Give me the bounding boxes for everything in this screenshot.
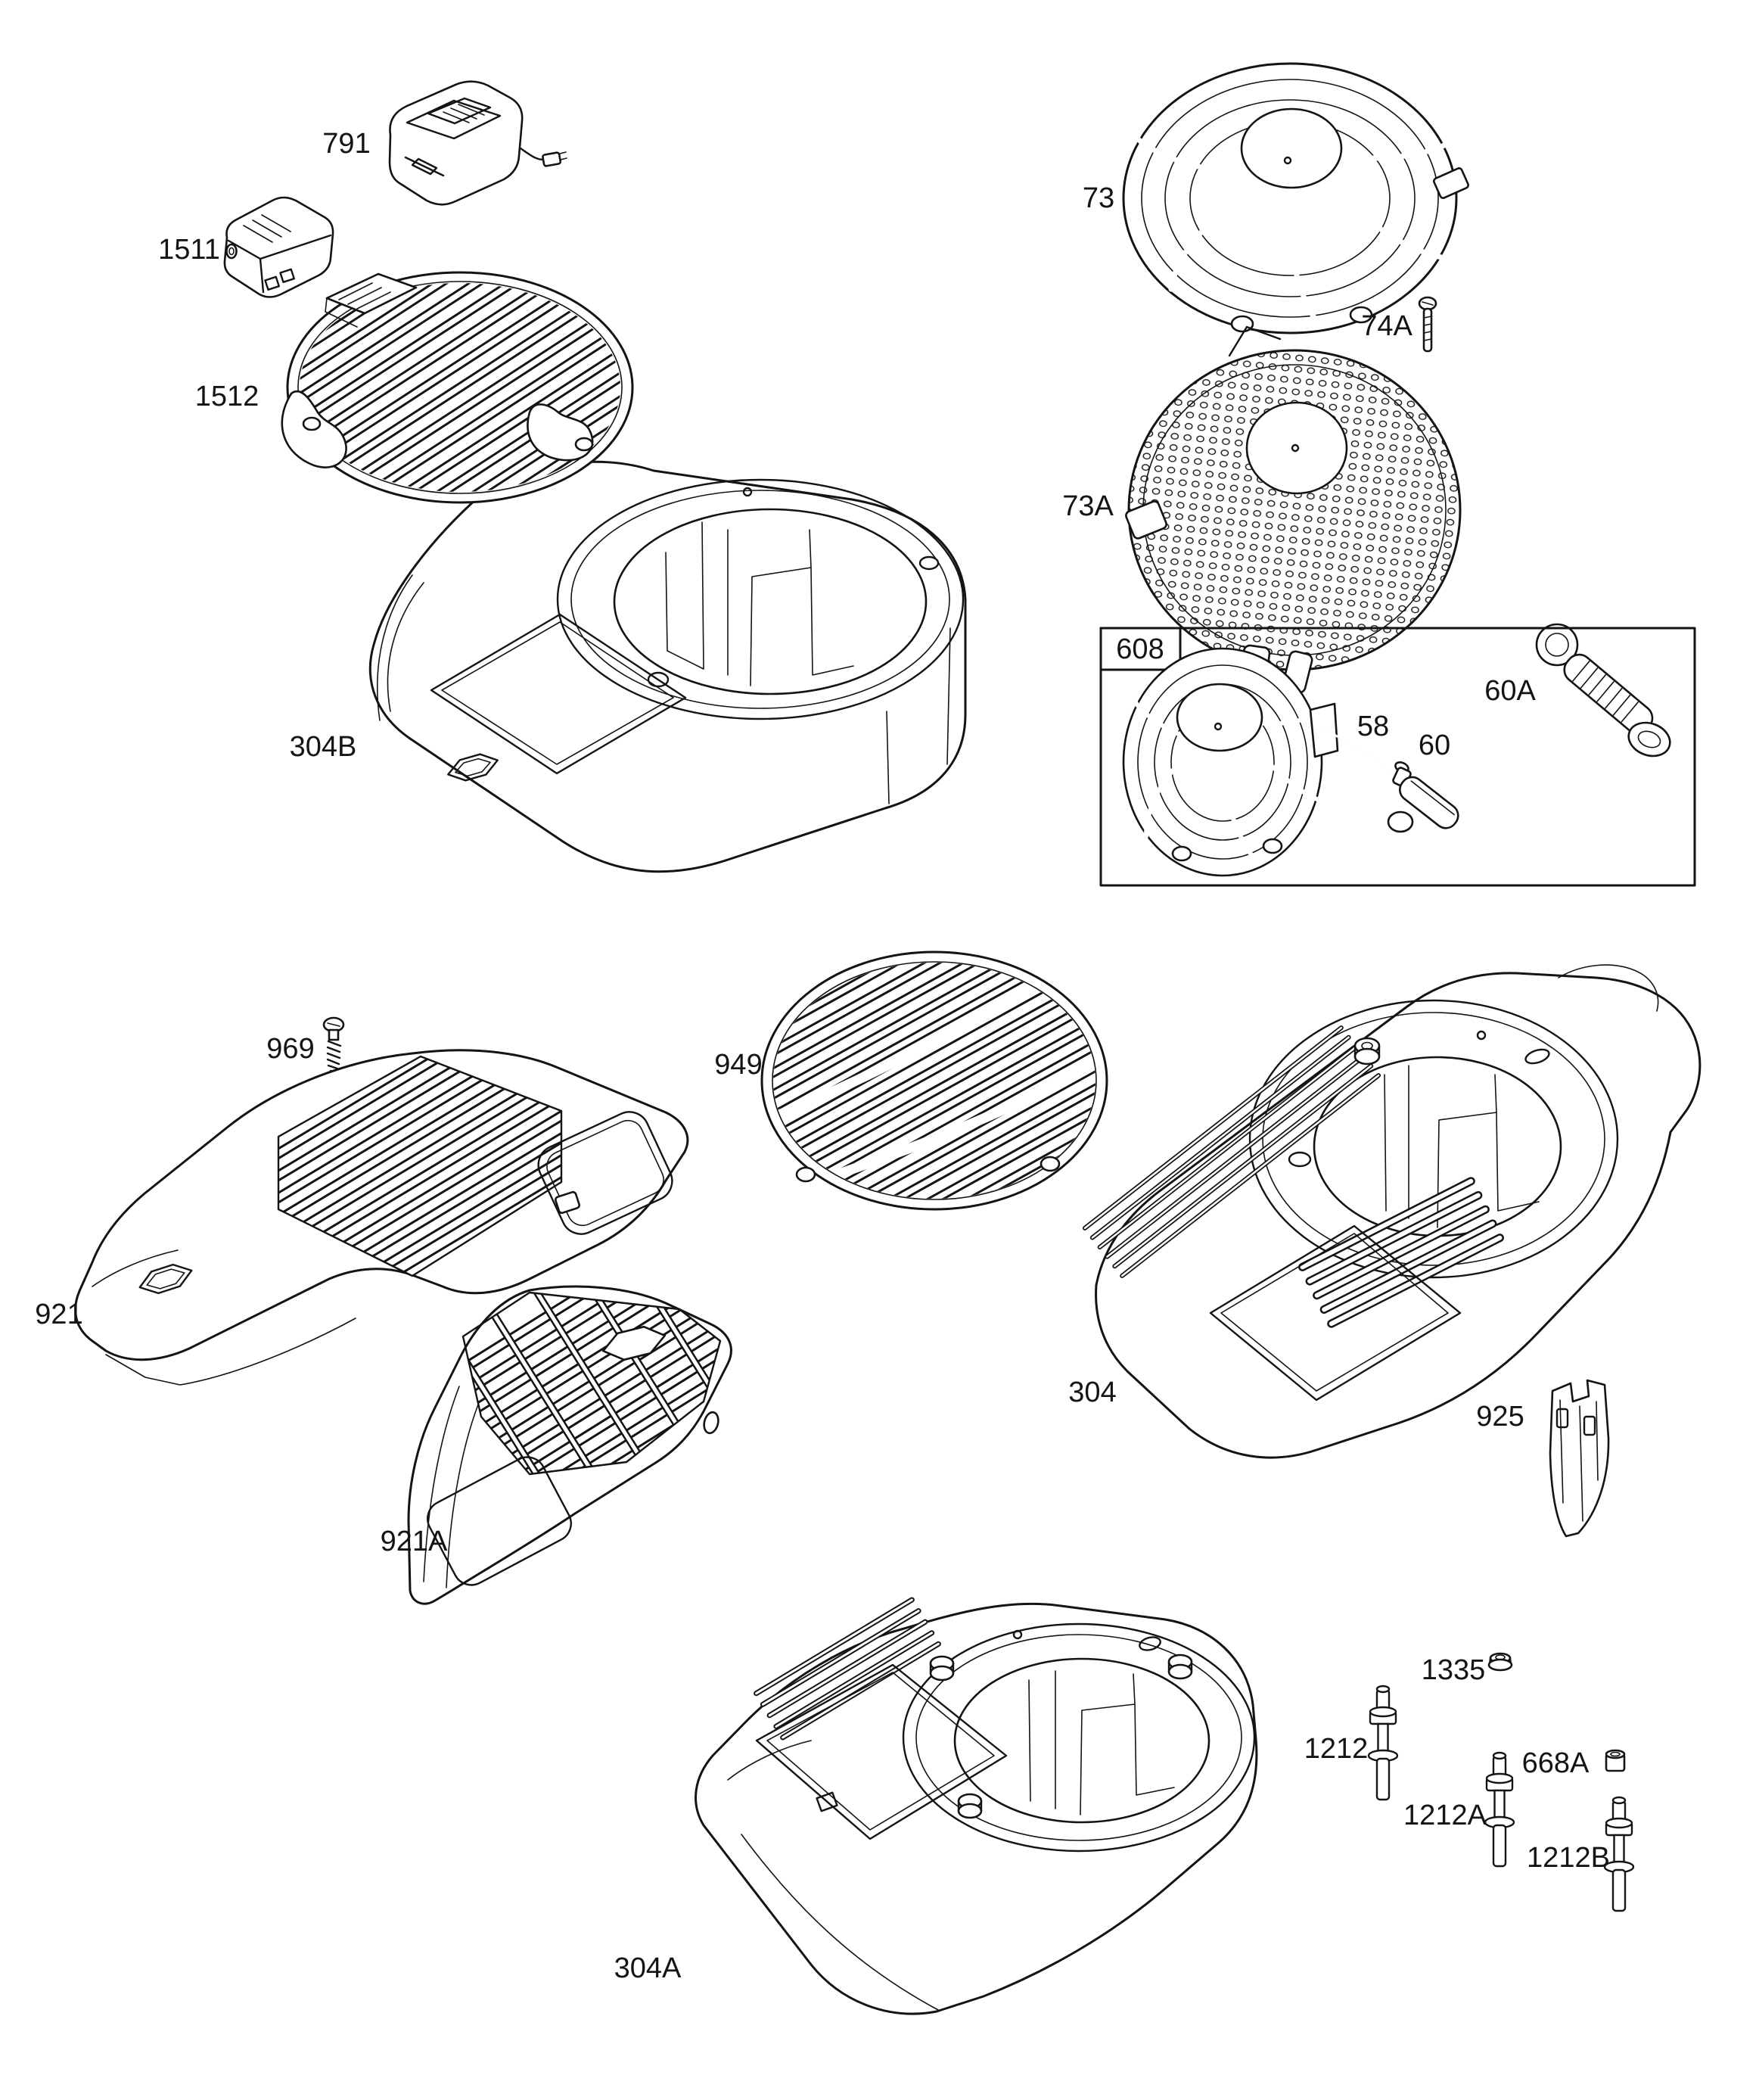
blower-housing-304B xyxy=(370,462,965,872)
stud-1212A-part xyxy=(1493,1825,1506,1866)
part-label-921A: 921A xyxy=(380,1526,448,1557)
part-label-74A: 74A xyxy=(1361,310,1412,342)
part-label-1212B: 1212B xyxy=(1527,1842,1610,1874)
part-label-791: 791 xyxy=(322,128,371,160)
stud-1212-part xyxy=(1370,1707,1396,1716)
part-label-925: 925 xyxy=(1476,1401,1524,1433)
blower-housing-304A xyxy=(696,1600,1257,2014)
screw-969 xyxy=(324,1018,343,1072)
part-label-1335: 1335 xyxy=(1421,1654,1486,1686)
part-label-1512: 1512 xyxy=(194,381,259,412)
mounting-boss xyxy=(931,1657,953,1680)
stud-1212A xyxy=(1485,1753,1514,1866)
charger-plug-icon xyxy=(542,152,567,166)
part-label-60A: 60A xyxy=(1484,675,1536,707)
part-label-58: 58 xyxy=(1357,711,1390,742)
flange-nut-1335 xyxy=(1489,1654,1512,1670)
rotating-screen-73A xyxy=(1125,327,1460,694)
stud-1212B-part xyxy=(1613,1797,1625,1803)
stud-1212B-part xyxy=(1613,1870,1625,1911)
assembly-label-608: 608 xyxy=(1116,633,1164,665)
starter-grip-60A xyxy=(1537,624,1674,761)
mounting-boss xyxy=(1355,1038,1379,1064)
part-label-921: 921 xyxy=(35,1299,83,1330)
stud-1212A-part xyxy=(1487,1774,1512,1783)
starter-handle-60 xyxy=(1388,761,1462,833)
stud-1212A-part xyxy=(1493,1753,1506,1759)
part-label-1212A: 1212A xyxy=(1403,1800,1487,1831)
mounting-boss xyxy=(1169,1655,1192,1678)
guard-bracket-925 xyxy=(1550,1380,1608,1536)
stud-1212-part xyxy=(1377,1686,1389,1692)
stud-1212 xyxy=(1369,1686,1397,1800)
part-label-304B: 304B xyxy=(289,731,357,763)
part-label-969: 969 xyxy=(266,1033,315,1065)
spacer-668A xyxy=(1606,1750,1624,1771)
part-label-668A: 668A xyxy=(1521,1747,1590,1779)
part-label-73A: 73A xyxy=(1062,490,1114,522)
part-label-949: 949 xyxy=(714,1049,763,1081)
part-label-1212: 1212 xyxy=(1304,1733,1369,1765)
part-label-304A: 304A xyxy=(614,1952,682,1984)
stud-1212B-part xyxy=(1606,1818,1632,1828)
part-label-304: 304 xyxy=(1068,1377,1117,1408)
fan-cover-73 xyxy=(1123,64,1469,333)
rewind-starter-assembly-608 xyxy=(1101,628,1695,885)
mounting-boss xyxy=(959,1794,981,1818)
stud-1212-part xyxy=(1377,1759,1389,1800)
battery-charger-791 xyxy=(390,82,567,205)
blower-housing-304 xyxy=(1085,965,1700,1458)
part-label-60: 60 xyxy=(1418,730,1451,761)
part-label-1511: 1511 xyxy=(158,234,220,266)
part-label-73: 73 xyxy=(1082,182,1115,214)
battery-pack-1511 xyxy=(225,198,333,297)
screw-74A xyxy=(1419,297,1436,351)
